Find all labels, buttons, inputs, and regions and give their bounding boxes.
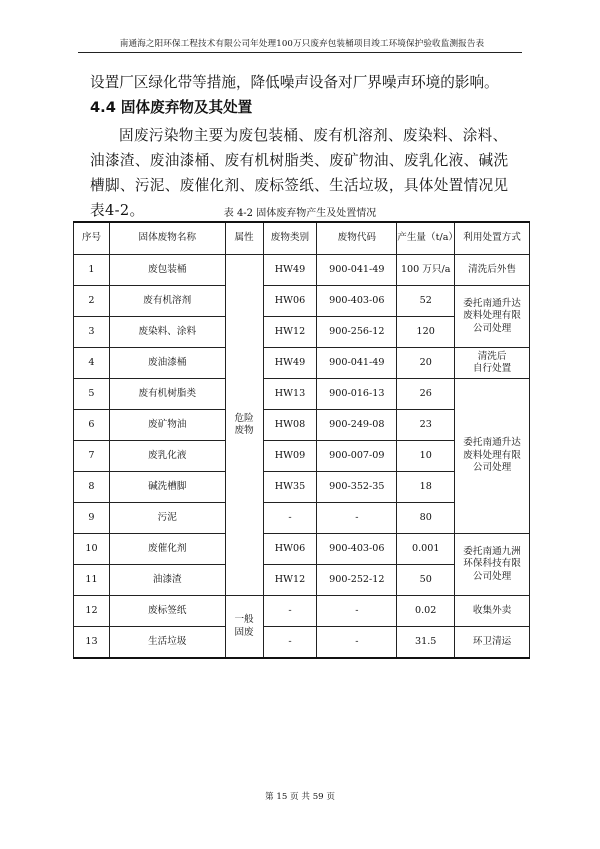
cell-code: 900-249-08	[317, 410, 397, 441]
cell-amount: 52	[397, 286, 455, 317]
cell-no: 1	[74, 255, 110, 286]
cell-amount: 50	[397, 565, 455, 596]
cell-category: -	[263, 627, 317, 659]
header-no: 序号	[74, 222, 110, 255]
cell-category: HW13	[263, 379, 317, 410]
solid-waste-table	[73, 221, 530, 659]
cell-amount: 23	[397, 410, 455, 441]
disposal-label: 委托南通升达 废料处理有限 公司处理	[463, 437, 521, 474]
table-row	[74, 596, 530, 627]
cell-name: 废矿物油	[109, 410, 225, 441]
cell-category: HW49	[263, 348, 317, 379]
cell-amount: 120	[397, 317, 455, 348]
cell-name: 废有机溶剂	[109, 286, 225, 317]
cell-no: 2	[74, 286, 110, 317]
attr-hazardous-label: 危险 废物	[234, 412, 254, 436]
table-row	[74, 379, 530, 410]
paragraph-noise: 设置厂区绿化带等措施，降低噪声设备对厂界噪声环境的影响。	[90, 74, 499, 91]
header-category: 废物类别	[263, 222, 317, 255]
cell-name: 生活垃圾	[109, 627, 225, 659]
cell-disposal: 清洗后外售	[455, 255, 530, 286]
cell-category: HW09	[263, 441, 317, 472]
table-row	[74, 255, 530, 286]
header-rule	[78, 52, 522, 53]
section-title: 4.4 固体废弃物及其处置	[90, 99, 253, 116]
cell-amount: 80	[397, 503, 455, 534]
cell-code: -	[317, 627, 397, 659]
cell-no: 8	[74, 472, 110, 503]
table-row	[74, 627, 530, 659]
cell-disposal	[455, 379, 530, 534]
table-row	[74, 534, 530, 565]
cell-no: 4	[74, 348, 110, 379]
header-amount: 产生量（t/a）	[397, 222, 455, 255]
report-header: 南通海之阳环保工程技术有限公司年处理100万只废弃包装桶项目竣工环境保护验收监测报告表	[119, 39, 485, 49]
cell-category: HW49	[263, 255, 317, 286]
cell-code: 900-041-49	[317, 255, 397, 286]
cell-category: HW35	[263, 472, 317, 503]
table-caption: 表 4-2 固体废弃物产生及处置情况	[223, 208, 377, 219]
paragraph-solid-waste: 固废污染物主要为废包装桶、废有机溶剂、废染料、涂料、油漆渣、废油漆桶、废有机树脂类、废矿物油、废乳化液、碱洗槽脚、污泥、废催化剂、废标签纸、生活垃圾，具体处置情况见表4-2。	[90, 127, 509, 219]
cell-code: 900-403-06	[317, 534, 397, 565]
cell-name: 废包装桶	[109, 255, 225, 286]
disposal-label: 委托南通升达 废料处理有限 公司处理	[463, 297, 521, 334]
cell-name: 污泥	[109, 503, 225, 534]
cell-amount: 0.02	[397, 596, 455, 627]
cell-no: 12	[74, 596, 110, 627]
cell-disposal	[455, 286, 530, 348]
cell-category: -	[263, 503, 317, 534]
table-row	[74, 286, 530, 317]
cell-name: 废乳化液	[109, 441, 225, 472]
cell-disposal: 收集外卖	[455, 596, 530, 627]
cell-attr-hazardous	[225, 255, 263, 596]
cell-no: 11	[74, 565, 110, 596]
cell-code: -	[317, 596, 397, 627]
header-name: 固体废物名称	[109, 222, 225, 255]
cell-amount: 100 万只/a	[397, 255, 455, 286]
cell-no: 3	[74, 317, 110, 348]
cell-code: 900-041-49	[317, 348, 397, 379]
cell-name: 废催化剂	[109, 534, 225, 565]
table-row	[74, 348, 530, 379]
disposal-label: 委托南通九洲 环保科技有限 公司处理	[463, 545, 521, 582]
cell-attr-general	[225, 596, 263, 659]
cell-code: 900-403-06	[317, 286, 397, 317]
cell-no: 13	[74, 627, 110, 659]
header-code: 废物代码	[317, 222, 397, 255]
page-number: 第 15 页 共 59 页	[265, 792, 335, 802]
cell-name: 废有机树脂类	[109, 379, 225, 410]
cell-name: 废油漆桶	[109, 348, 225, 379]
cell-name: 废染料、涂料	[109, 317, 225, 348]
cell-disposal	[455, 348, 530, 379]
cell-category: HW06	[263, 534, 317, 565]
cell-no: 10	[74, 534, 110, 565]
cell-name: 废标签纸	[109, 596, 225, 627]
cell-code: -	[317, 503, 397, 534]
disposal-label: 清洗后 自行处置	[472, 350, 512, 374]
cell-amount: 0.001	[397, 534, 455, 565]
cell-no: 9	[74, 503, 110, 534]
cell-name: 碱洗槽脚	[109, 472, 225, 503]
cell-no: 5	[74, 379, 110, 410]
header-disposal: 利用处置方式	[455, 222, 530, 255]
cell-code: 900-352-35	[317, 472, 397, 503]
attr-general-label: 一般 固废	[234, 614, 254, 638]
cell-disposal	[455, 534, 530, 596]
cell-amount: 10	[397, 441, 455, 472]
header-attr: 属性	[225, 222, 263, 255]
cell-category: HW12	[263, 565, 317, 596]
cell-amount: 26	[397, 379, 455, 410]
cell-amount: 31.5	[397, 627, 455, 659]
cell-no: 7	[74, 441, 110, 472]
cell-code: 900-252-12	[317, 565, 397, 596]
cell-category: -	[263, 596, 317, 627]
cell-no: 6	[74, 410, 110, 441]
cell-code: 900-016-13	[317, 379, 397, 410]
cell-amount: 20	[397, 348, 455, 379]
cell-disposal: 环卫清运	[455, 627, 530, 659]
cell-name: 油漆渣	[109, 565, 225, 596]
cell-category: HW06	[263, 286, 317, 317]
cell-amount: 18	[397, 472, 455, 503]
cell-code: 900-256-12	[317, 317, 397, 348]
cell-category: HW12	[263, 317, 317, 348]
table-header-row	[74, 222, 530, 255]
cell-category: HW08	[263, 410, 317, 441]
cell-code: 900-007-09	[317, 441, 397, 472]
